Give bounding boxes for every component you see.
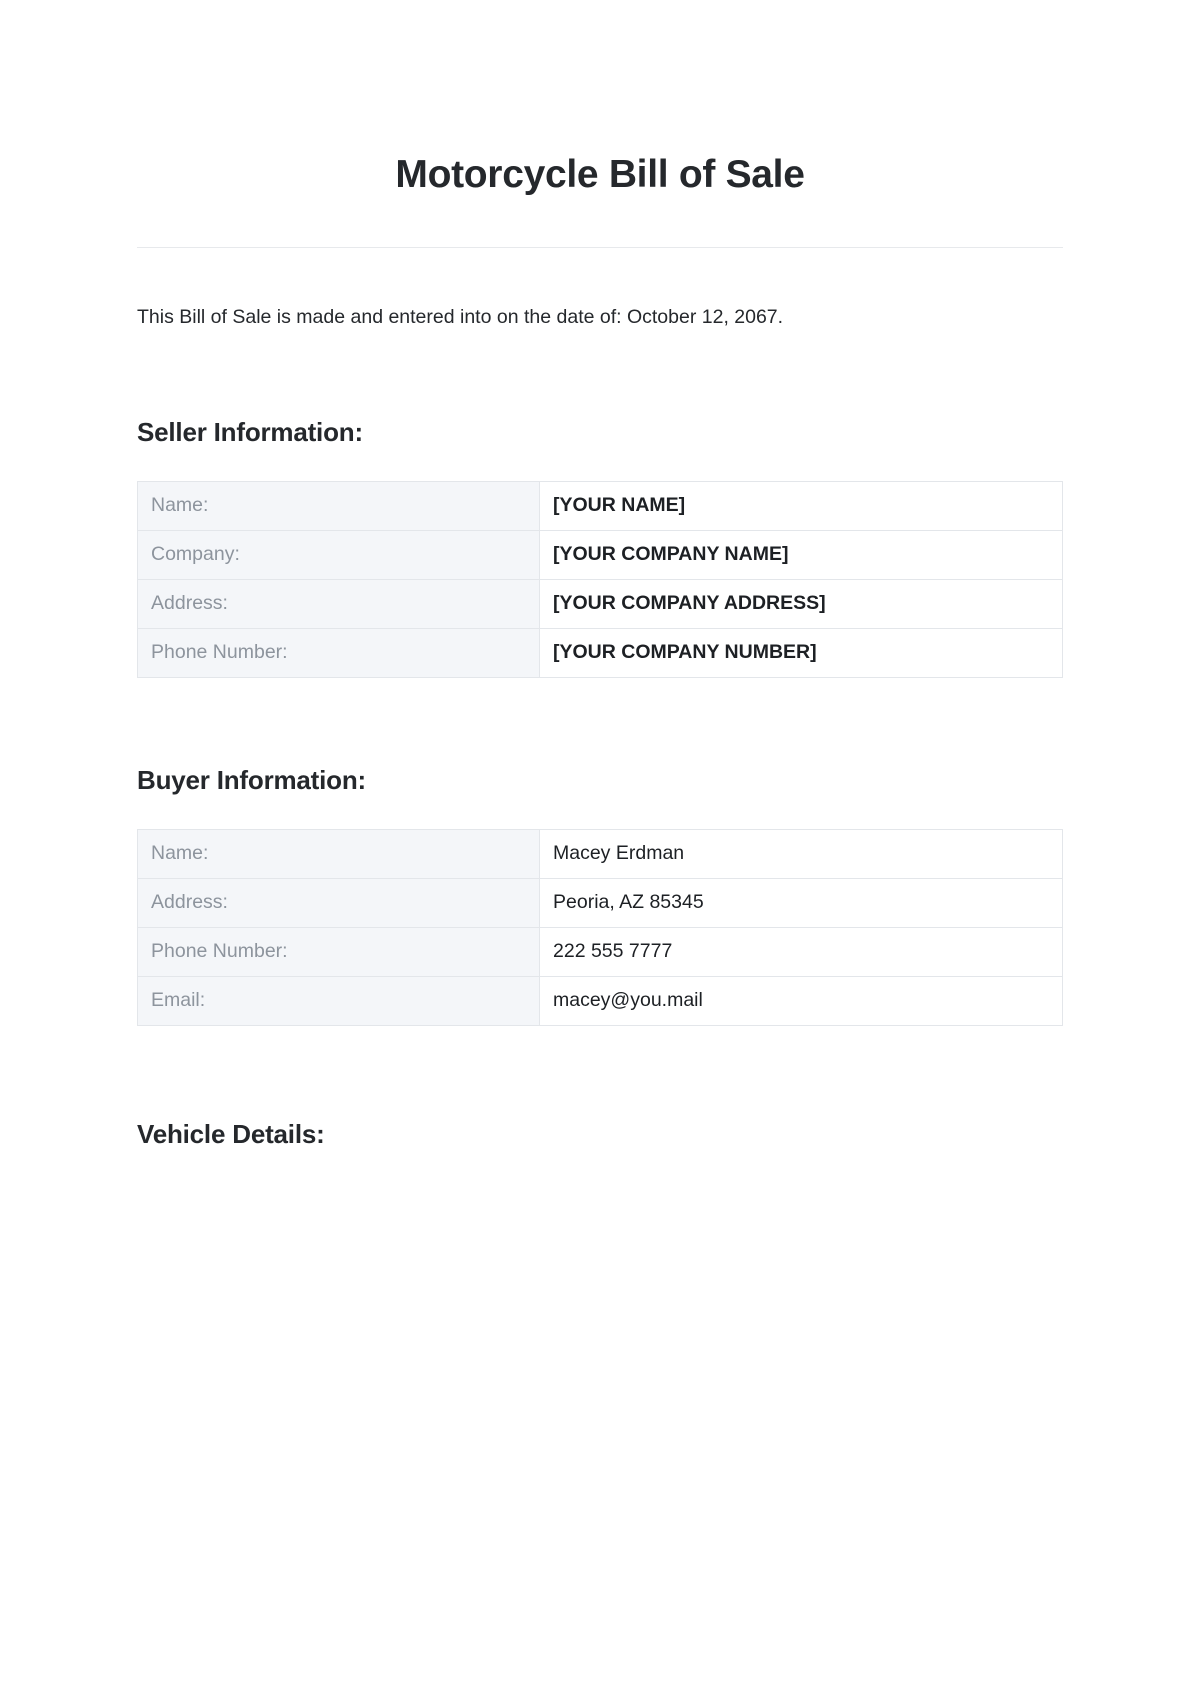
buyer-information-heading: Buyer Information:	[137, 765, 366, 796]
table-row	[138, 580, 1063, 629]
buyer-phone-value[interactable]: 222 555 7777	[540, 928, 1063, 977]
vehicle-details-heading: Vehicle Details:	[137, 1119, 325, 1150]
seller-name-label: Name:	[138, 482, 540, 531]
buyer-information-table	[137, 829, 1063, 1026]
table-row	[138, 830, 1063, 879]
title-divider	[137, 247, 1063, 248]
table-row	[138, 928, 1063, 977]
seller-name-value[interactable]: [YOUR NAME]	[540, 482, 1063, 531]
table-row	[138, 977, 1063, 1026]
buyer-name-value[interactable]: Macey Erdman	[540, 830, 1063, 879]
seller-company-label: Company:	[138, 531, 540, 580]
buyer-name-label: Name:	[138, 830, 540, 879]
seller-information-table	[137, 481, 1063, 678]
seller-information-heading: Seller Information:	[137, 417, 363, 448]
buyer-phone-label: Phone Number:	[138, 928, 540, 977]
buyer-email-label: Email:	[138, 977, 540, 1026]
table-row	[138, 482, 1063, 531]
table-row	[138, 879, 1063, 928]
table-row	[138, 629, 1063, 678]
intro-paragraph: This Bill of Sale is made and entered into on the date of: October 12, 2067.	[137, 305, 784, 328]
table-row	[138, 531, 1063, 580]
seller-phone-label: Phone Number:	[138, 629, 540, 678]
buyer-address-value[interactable]: Peoria, AZ 85345	[540, 879, 1063, 928]
buyer-address-label: Address:	[138, 879, 540, 928]
seller-company-value[interactable]: [YOUR COMPANY NAME]	[540, 531, 1063, 580]
seller-address-label: Address:	[138, 580, 540, 629]
page-title: Motorcycle Bill of Sale	[395, 153, 805, 196]
seller-address-value[interactable]: [YOUR COMPANY ADDRESS]	[540, 580, 1063, 629]
buyer-email-value[interactable]: macey@you.mail	[540, 977, 1063, 1026]
seller-phone-value[interactable]: [YOUR COMPANY NUMBER]	[540, 629, 1063, 678]
